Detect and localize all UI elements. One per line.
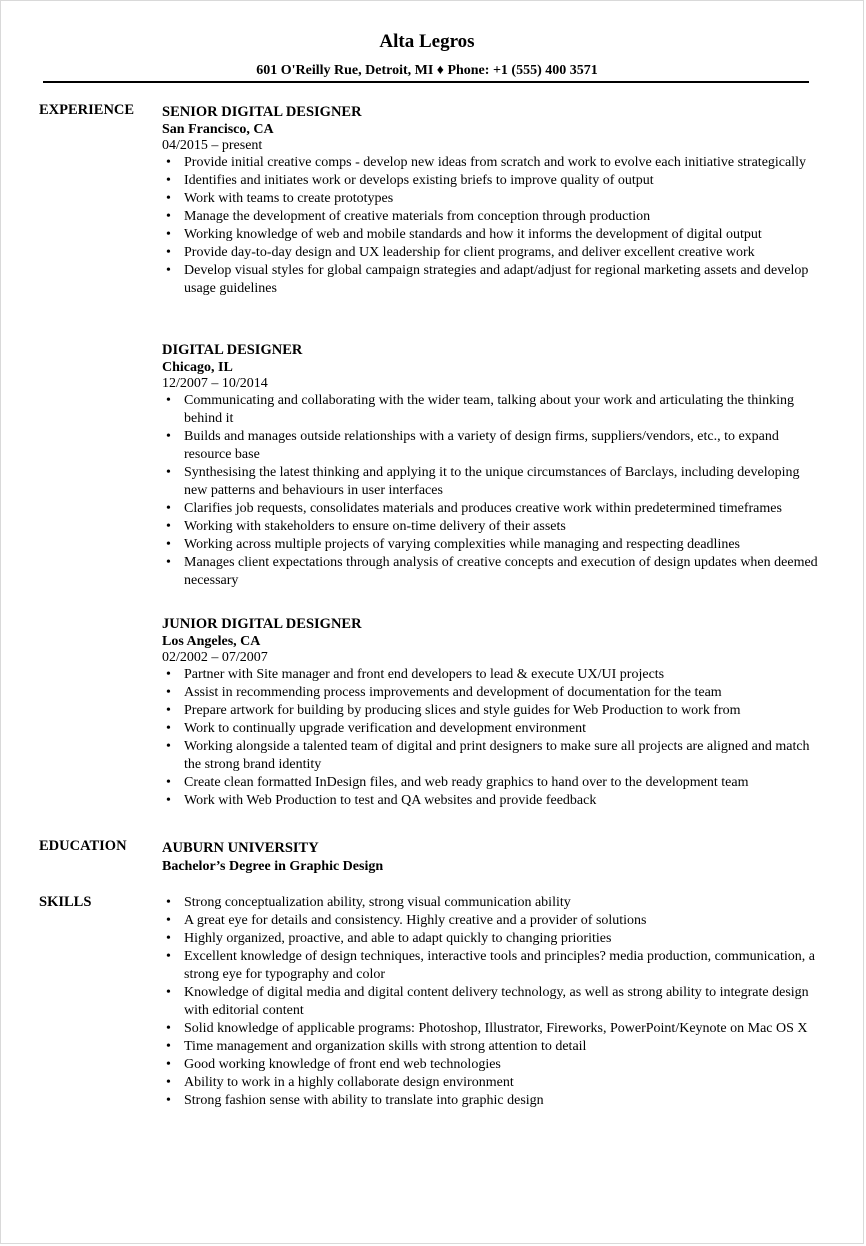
job-location: Los Angeles, CA — [162, 634, 261, 649]
job-bullet-list — [162, 392, 822, 590]
list-item: • Working alongside a talented team of digital and print designers to make sure all projects are aligned and match the strong brand identity — [162, 738, 822, 774]
list-item: • Manages client expectations through analysis of creative concepts and execution of design updates when deemed necessary — [162, 554, 822, 590]
list-item: • Excellent knowledge of design techniques, interactive tools and principles? media production, communication, a strong eye for typography and color — [162, 948, 822, 984]
header-divider — [43, 81, 809, 83]
candidate-name: Alta Legros — [379, 31, 475, 52]
list-item: • Solid knowledge of applicable programs: Photoshop, Illustrator, Fireworks, PowerPoint/Keynote on Mac OS X — [162, 1020, 822, 1038]
list-item: • Manage the development of creative materials from conception through production — [162, 208, 822, 226]
job-bullet-list — [162, 154, 822, 298]
list-item: • Knowledge of digital media and digital content delivery technology, as well as strong ability to integrate design with editorial content — [162, 984, 822, 1020]
list-item: • Synthesising the latest thinking and applying it to the unique circumstances of Barclays, including developing new patterns and behaviours in user interfaces — [162, 464, 822, 500]
list-item: • Communicating and collaborating with the wider team, talking about your work and articulating the thinking behind it — [162, 392, 822, 428]
list-item: • Work with Web Production to test and QA websites and provide feedback — [162, 792, 822, 810]
contact-line: 601 O'Reilly Rue, Detroit, MI ♦ Phone: +1 (555) 400 3571 — [256, 63, 598, 78]
list-item: • Working knowledge of web and mobile standards and how it informs the development of digital output — [162, 226, 822, 244]
list-item: • Ability to work in a highly collaborate design environment — [162, 1074, 822, 1092]
list-item: • Identifies and initiates work or develops existing briefs to improve quality of output — [162, 172, 822, 190]
job-location: Chicago, IL — [162, 360, 233, 375]
education-heading: EDUCATION — [39, 838, 127, 854]
skills-entry — [162, 894, 822, 1110]
list-item: • Strong fashion sense with ability to translate into graphic design — [162, 1092, 822, 1110]
list-item: • Work to continually upgrade verification and development environment — [162, 720, 822, 738]
job-dates: 02/2002 – 07/2007 — [162, 650, 268, 665]
list-item: • Create clean formatted InDesign files, and web ready graphics to hand over to the development team — [162, 774, 822, 792]
job-digital-designer — [162, 341, 822, 590]
job-title: SENIOR DIGITAL DESIGNER — [162, 104, 362, 120]
degree: Bachelor’s Degree in Graphic Design — [162, 859, 384, 874]
job-dates: 04/2015 – present — [162, 138, 263, 153]
list-item: • Strong conceptualization ability, strong visual communication ability — [162, 894, 822, 912]
job-junior-digital-designer — [162, 615, 822, 810]
job-title: DIGITAL DESIGNER — [162, 342, 303, 358]
list-item: • Partner with Site manager and front end developers to lead & execute UX/UI projects — [162, 666, 822, 684]
list-item: • Provide day-to-day design and UX leadership for client programs, and deliver excellent creative work — [162, 244, 822, 262]
job-title: JUNIOR DIGITAL DESIGNER — [162, 616, 362, 632]
job-bullet-list — [162, 666, 822, 810]
job-senior-digital-designer — [162, 103, 822, 298]
list-item: • Time management and organization skills with strong attention to detail — [162, 1038, 822, 1056]
list-item: • Work with teams to create prototypes — [162, 190, 822, 208]
list-item: • Good working knowledge of front end web technologies — [162, 1056, 822, 1074]
list-item: • Provide initial creative comps - develop new ideas from scratch and work to evolve each initiative strategically — [162, 154, 822, 172]
list-item: • A great eye for details and consistency. Highly creative and a provider of solutions — [162, 912, 822, 930]
education-entry — [162, 839, 822, 876]
job-location: San Francisco, CA — [162, 122, 274, 137]
list-item: • Highly organized, proactive, and able to adapt quickly to changing priorities — [162, 930, 822, 948]
school-name: AUBURN UNIVERSITY — [162, 840, 319, 856]
list-item: • Builds and manages outside relationships with a variety of design firms, suppliers/vendors, etc., to expand resource base — [162, 428, 822, 464]
list-item: • Develop visual styles for global campaign strategies and adapt/adjust for regional marketing assets and develop usage guidelines — [162, 262, 822, 298]
list-item: • Assist in recommending process improvements and development of documentation for the team — [162, 684, 822, 702]
list-item: • Working across multiple projects of varying complexities while managing and respecting deadlines — [162, 536, 822, 554]
skills-list — [162, 894, 822, 1110]
list-item: • Prepare artwork for building by producing slices and style guides for Web Production to work from — [162, 702, 822, 720]
experience-heading: EXPERIENCE — [39, 102, 135, 118]
list-item: • Clarifies job requests, consolidates materials and produces creative work within predetermined timeframes — [162, 500, 822, 518]
job-dates: 12/2007 – 10/2014 — [162, 376, 268, 391]
list-item: • Working with stakeholders to ensure on-time delivery of their assets — [162, 518, 822, 536]
skills-heading: SKILLS — [39, 894, 92, 910]
